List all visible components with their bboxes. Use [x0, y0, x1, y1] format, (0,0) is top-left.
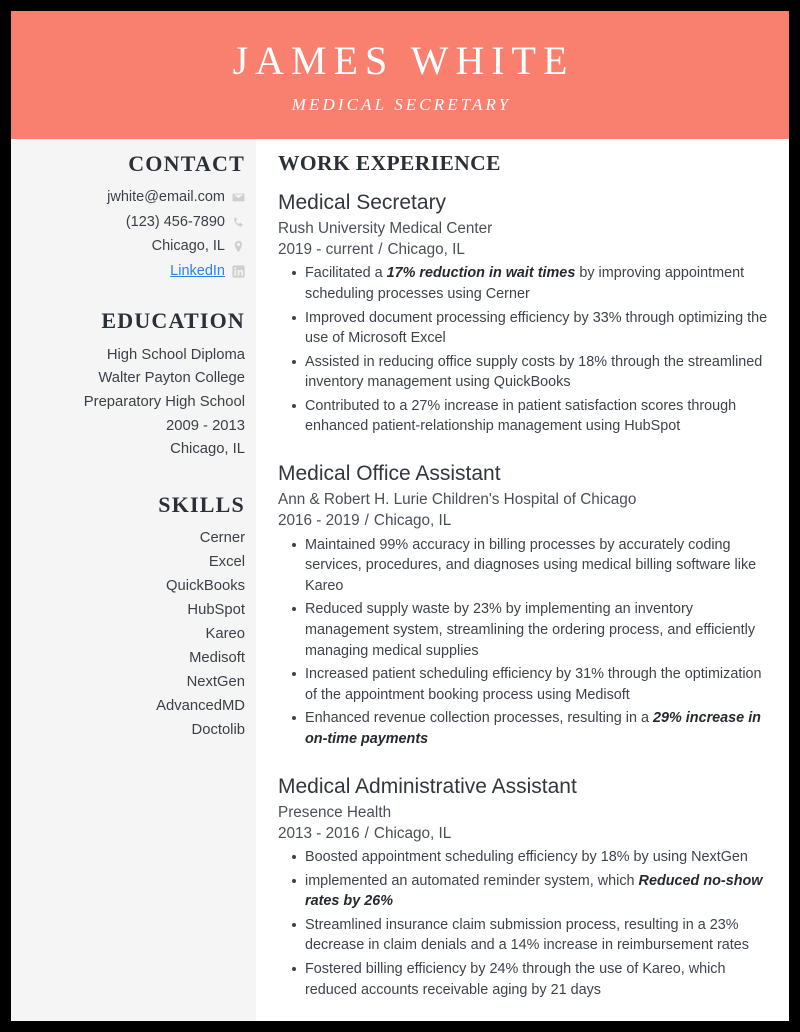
- job-bullet-list: [278, 847, 777, 1000]
- job-bullet: [278, 847, 777, 868]
- education-line: Preparatory High School: [83, 394, 245, 410]
- job-bullet: [278, 535, 777, 597]
- skill-item: HubSpot: [187, 602, 245, 619]
- contact-item: [21, 186, 245, 208]
- candidate-job-title: MEDICAL SECRETARY: [291, 94, 512, 114]
- resume-body: [11, 139, 789, 1021]
- skill-item: AdvancedMD: [156, 698, 245, 715]
- job-entry: [278, 189, 777, 437]
- job-bullet: [278, 915, 777, 956]
- skill-item: NextGen: [186, 674, 245, 691]
- bullet-text: Boosted appointment scheduling efficiency by 18% by using NextGen: [305, 849, 748, 866]
- work-experience-heading: WORK EXPERIENCE: [278, 151, 501, 175]
- candidate-name: JAMES WHITE: [232, 38, 575, 84]
- job-bullet: [278, 871, 777, 912]
- resume-page: [11, 11, 789, 1021]
- job-meta: [278, 239, 777, 260]
- skills-section: [21, 492, 245, 743]
- bullet-text: implemented an automated reminder system, which: [305, 872, 639, 889]
- bullet-text: Assisted in reducing office supply costs by 18% through the streamlined inventory management using QuickBooks: [305, 353, 763, 391]
- job-bullet-list: [278, 535, 777, 750]
- skills-heading: SKILLS: [158, 492, 245, 518]
- job-bullet-list: [278, 263, 777, 437]
- sidebar: [11, 139, 256, 1021]
- job-title: Medical Secretary: [278, 190, 447, 214]
- phone-icon: [232, 216, 245, 229]
- bullet-text: Maintained 99% accuracy in billing processes by accurately coding services, procedures, and diagnoses using medical billing software like Kareo: [305, 536, 757, 594]
- education-heading: EDUCATION: [101, 308, 245, 334]
- bullet-text: Contributed to a 27% increase in patient satisfaction scores through enhanced patient-relationship management using HubSpot: [305, 397, 737, 435]
- job-meta: [278, 823, 777, 844]
- contact-text: Chicago, IL: [151, 238, 225, 255]
- skills-list: [21, 527, 245, 743]
- linkedin-link[interactable]: LinkedIn: [170, 262, 225, 279]
- job-meta-separator: /: [364, 512, 369, 530]
- contact-item: [21, 235, 245, 257]
- job-title: Medical Office Assistant: [278, 462, 501, 486]
- bullet-text: Enhanced revenue collection processes, resulting in a: [305, 710, 653, 727]
- job-bullet: [278, 352, 777, 393]
- job-meta-separator: /: [378, 241, 383, 259]
- job-entry: [278, 773, 777, 1001]
- job-location: Chicago, IL: [387, 241, 465, 259]
- skill-item: Cerner: [199, 530, 245, 547]
- envelope-icon: [232, 191, 245, 204]
- education-line: High School Diploma: [106, 346, 245, 363]
- bullet-text: Increased patient scheduling efficiency by 31% through the optimization of the appointment booking process using Medisoft: [305, 666, 762, 703]
- job-dates: 2019 - current: [278, 241, 374, 259]
- job-location: Chicago, IL: [373, 512, 452, 530]
- job-bullet: [278, 396, 777, 437]
- linkedin-icon: [232, 265, 245, 278]
- bullet-text: Reduced supply waste by 23% by implementing an inventory management system, streamlining the ordering process, and efficiently managing medical supplies: [305, 601, 756, 659]
- skill-item: Doctolib: [191, 722, 245, 739]
- skill-item: Kareo: [205, 626, 245, 643]
- education-list: [21, 344, 245, 462]
- contact-heading: CONTACT: [128, 151, 245, 176]
- education-line: 2009 - 2013: [166, 417, 245, 434]
- education-section: [21, 308, 245, 462]
- skill-item: QuickBooks: [166, 578, 245, 595]
- job-entry: [278, 460, 777, 749]
- skill-item: Medisoft: [189, 650, 245, 667]
- main-column: [256, 139, 789, 1021]
- job-bullet: [278, 708, 777, 749]
- location-pin-icon: [232, 240, 245, 253]
- job-bullet: [278, 263, 777, 304]
- contact-section: [21, 151, 245, 282]
- contact-text: (123) 456-7890: [125, 213, 225, 230]
- job-bullet: [278, 599, 777, 661]
- bullet-text: Fostered billing efficiency by 24% through the use of Kareo, which reduced accounts receivable aging by 21 days: [305, 961, 726, 998]
- bullet-emphasis: Reduced no-show rates by 26%: [305, 872, 763, 910]
- job-company: Rush University Medical Center: [278, 220, 493, 238]
- resume-header: [11, 11, 789, 139]
- job-bullet: [278, 308, 777, 349]
- job-bullet: [278, 959, 777, 1000]
- contact-list: [21, 186, 245, 282]
- bullet-text: Streamlined insurance claim submission process, resulting in a 23% decrease in claim denials and a 14% increase in reimbursement rates: [305, 916, 749, 954]
- contact-item[interactable]: [21, 260, 245, 282]
- job-bullet: [278, 664, 777, 705]
- job-company: Ann & Robert H. Lurie Children's Hospital of Chicago: [278, 491, 637, 509]
- bullet-text: Improved document processing efficiency by 33% through optimizing the use of Microsoft Excel: [305, 309, 768, 347]
- contact-text: jwhite@email.com: [107, 189, 225, 206]
- skill-item: Excel: [208, 554, 245, 571]
- job-location: Chicago, IL: [373, 824, 452, 842]
- job-meta: [278, 510, 777, 531]
- education-line: Chicago, IL: [170, 441, 245, 458]
- bullet-emphasis: 17% reduction in wait times: [386, 265, 576, 282]
- bullet-text: by improving appointment scheduling processes using Cerner: [305, 265, 745, 302]
- bullet-text: Facilitated a: [305, 265, 387, 282]
- job-meta-separator: /: [364, 824, 369, 842]
- education-line: Walter Payton College: [98, 370, 245, 387]
- job-company: Presence Health: [278, 803, 392, 821]
- job-list: [278, 189, 777, 1000]
- job-dates: 2016 - 2019: [278, 512, 360, 530]
- job-dates: 2013 - 2016: [278, 824, 360, 842]
- contact-item: [21, 211, 245, 233]
- bullet-emphasis: 29% increase in on-time payments: [305, 710, 761, 747]
- job-title: Medical Administrative Assistant: [278, 774, 577, 798]
